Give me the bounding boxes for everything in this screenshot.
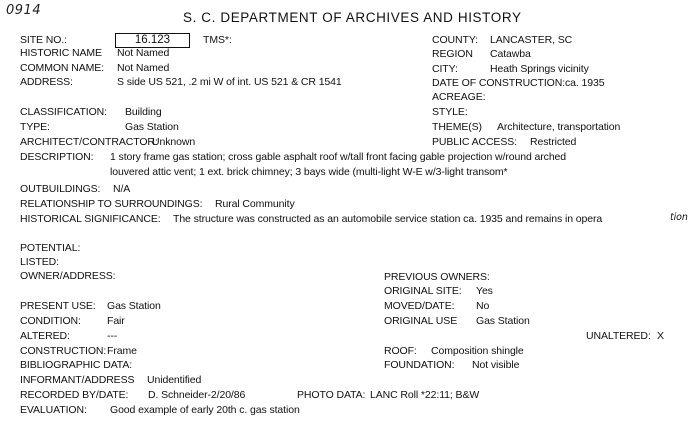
historic-name-value: Not Named xyxy=(117,47,170,59)
photo-data-value: LANC Roll *22:11; B&W xyxy=(370,389,480,401)
moved-date-label: MOVED/DATE: xyxy=(384,300,455,312)
recorded-by-label: RECORDED BY/DATE: xyxy=(20,389,129,401)
city-value: Heath Springs vicinity xyxy=(490,63,589,75)
foundation-value: Not visible xyxy=(472,359,520,371)
date-of-construction-value: ca. 1935 xyxy=(565,77,605,89)
present-use-label: PRESENT USE: xyxy=(20,300,96,312)
listed-label: LISTED: xyxy=(20,256,59,268)
description-label: DESCRIPTION: xyxy=(20,151,94,163)
site-no-label: SITE NO.: xyxy=(20,34,67,46)
evaluation-value: Good example of early 20th c. gas station xyxy=(110,404,300,416)
informant-value: Unidentified xyxy=(147,374,202,386)
evaluation-label: EVALUATION: xyxy=(20,404,87,416)
date-of-construction-label: DATE OF CONSTRUCTION: xyxy=(432,77,566,89)
owner-address-label: OWNER/ADDRESS: xyxy=(20,270,116,282)
outbuildings-label: OUTBUILDINGS: xyxy=(20,183,101,195)
roof-label: ROOF: xyxy=(384,345,417,357)
unaltered-label: UNALTERED: xyxy=(586,330,651,342)
tms-label: TMS*: xyxy=(203,34,232,46)
description-line-1: 1 story frame gas station; cross gable asphalt roof w/tall front facing gable projection w/round arched xyxy=(110,151,567,163)
public-access-value: Restricted xyxy=(530,136,577,148)
county-value: LANCASTER, SC xyxy=(490,34,573,46)
region-label: REGION xyxy=(432,48,473,60)
architect-label: ARCHITECT/CONTRACTOR: xyxy=(20,136,158,148)
historical-significance-label: HISTORICAL SIGNIFICANCE: xyxy=(20,213,161,225)
outbuildings-value: N/A xyxy=(113,183,131,195)
construction-label: CONSTRUCTION: xyxy=(20,345,107,357)
type-value: Gas Station xyxy=(125,121,179,133)
historical-significance-handwritten-tail: tion xyxy=(670,212,688,223)
page-title: S. C. DEPARTMENT OF ARCHIVES AND HISTORY xyxy=(183,10,522,25)
unaltered-value: X xyxy=(657,330,664,342)
altered-value: --- xyxy=(107,330,118,342)
style-label: STYLE: xyxy=(432,106,468,118)
present-use-value: Gas Station xyxy=(107,300,161,312)
corner-handwritten-note: 0914 xyxy=(6,3,42,18)
original-use-label: ORIGINAL USE xyxy=(384,315,458,327)
historic-name-label: HISTORIC NAME xyxy=(20,47,102,59)
architect-value: Unknown xyxy=(152,136,196,148)
classification-label: CLASSIFICATION: xyxy=(20,106,107,118)
photo-data-label: PHOTO DATA: xyxy=(297,389,366,401)
region-value: Catawba xyxy=(490,48,531,60)
address-value: S side US 521, .2 mi W of int. US 521 & CR 1541 xyxy=(117,76,342,88)
altered-label: ALTERED: xyxy=(20,330,70,342)
original-site-label: ORIGINAL SITE: xyxy=(384,285,462,297)
city-label: CITY: xyxy=(432,63,458,75)
county-label: COUNTY: xyxy=(432,34,478,46)
informant-label: INFORMANT/ADDRESS xyxy=(20,374,135,386)
roof-value: Composition shingle xyxy=(431,345,524,357)
common-name-label: COMMON NAME: xyxy=(20,62,104,74)
relationship-label: RELATIONSHIP TO SURROUNDINGS: xyxy=(20,198,203,210)
address-label: ADDRESS: xyxy=(20,76,73,88)
condition-label: CONDITION: xyxy=(20,315,81,327)
public-access-label: PUBLIC ACCESS: xyxy=(432,136,517,148)
bibliographic-label: BIBLIOGRAPHIC DATA: xyxy=(20,359,133,371)
relationship-value: Rural Community xyxy=(215,198,295,210)
condition-value: Fair xyxy=(107,315,125,327)
common-name-value: Not Named xyxy=(117,62,170,74)
site-no-value: 16.123 xyxy=(115,33,190,48)
foundation-label: FOUNDATION: xyxy=(384,359,455,371)
previous-owners-label: PREVIOUS OWNERS: xyxy=(384,271,490,283)
recorded-by-value: D. Schneider-2/20/86 xyxy=(148,389,246,401)
acreage-label: ACREAGE: xyxy=(432,91,486,103)
description-line-2: louvered attic vent; 1 ext. brick chimney; 3 bays wide (multi-light W-E w/3-light transom* xyxy=(110,166,508,178)
classification-value: Building xyxy=(125,106,162,118)
original-use-value: Gas Station xyxy=(476,315,530,327)
historical-significance-value: The structure was constructed as an automobile service station ca. 1935 and remains in opera xyxy=(173,213,603,225)
original-site-value: Yes xyxy=(476,285,493,297)
moved-date-value: No xyxy=(476,300,490,312)
type-label: TYPE: xyxy=(20,121,50,133)
themes-value: Architecture, transportation xyxy=(497,121,621,133)
potential-label: POTENTIAL: xyxy=(20,242,81,254)
construction-value: Frame xyxy=(107,345,137,357)
themes-label: THEME(S) xyxy=(432,121,482,133)
